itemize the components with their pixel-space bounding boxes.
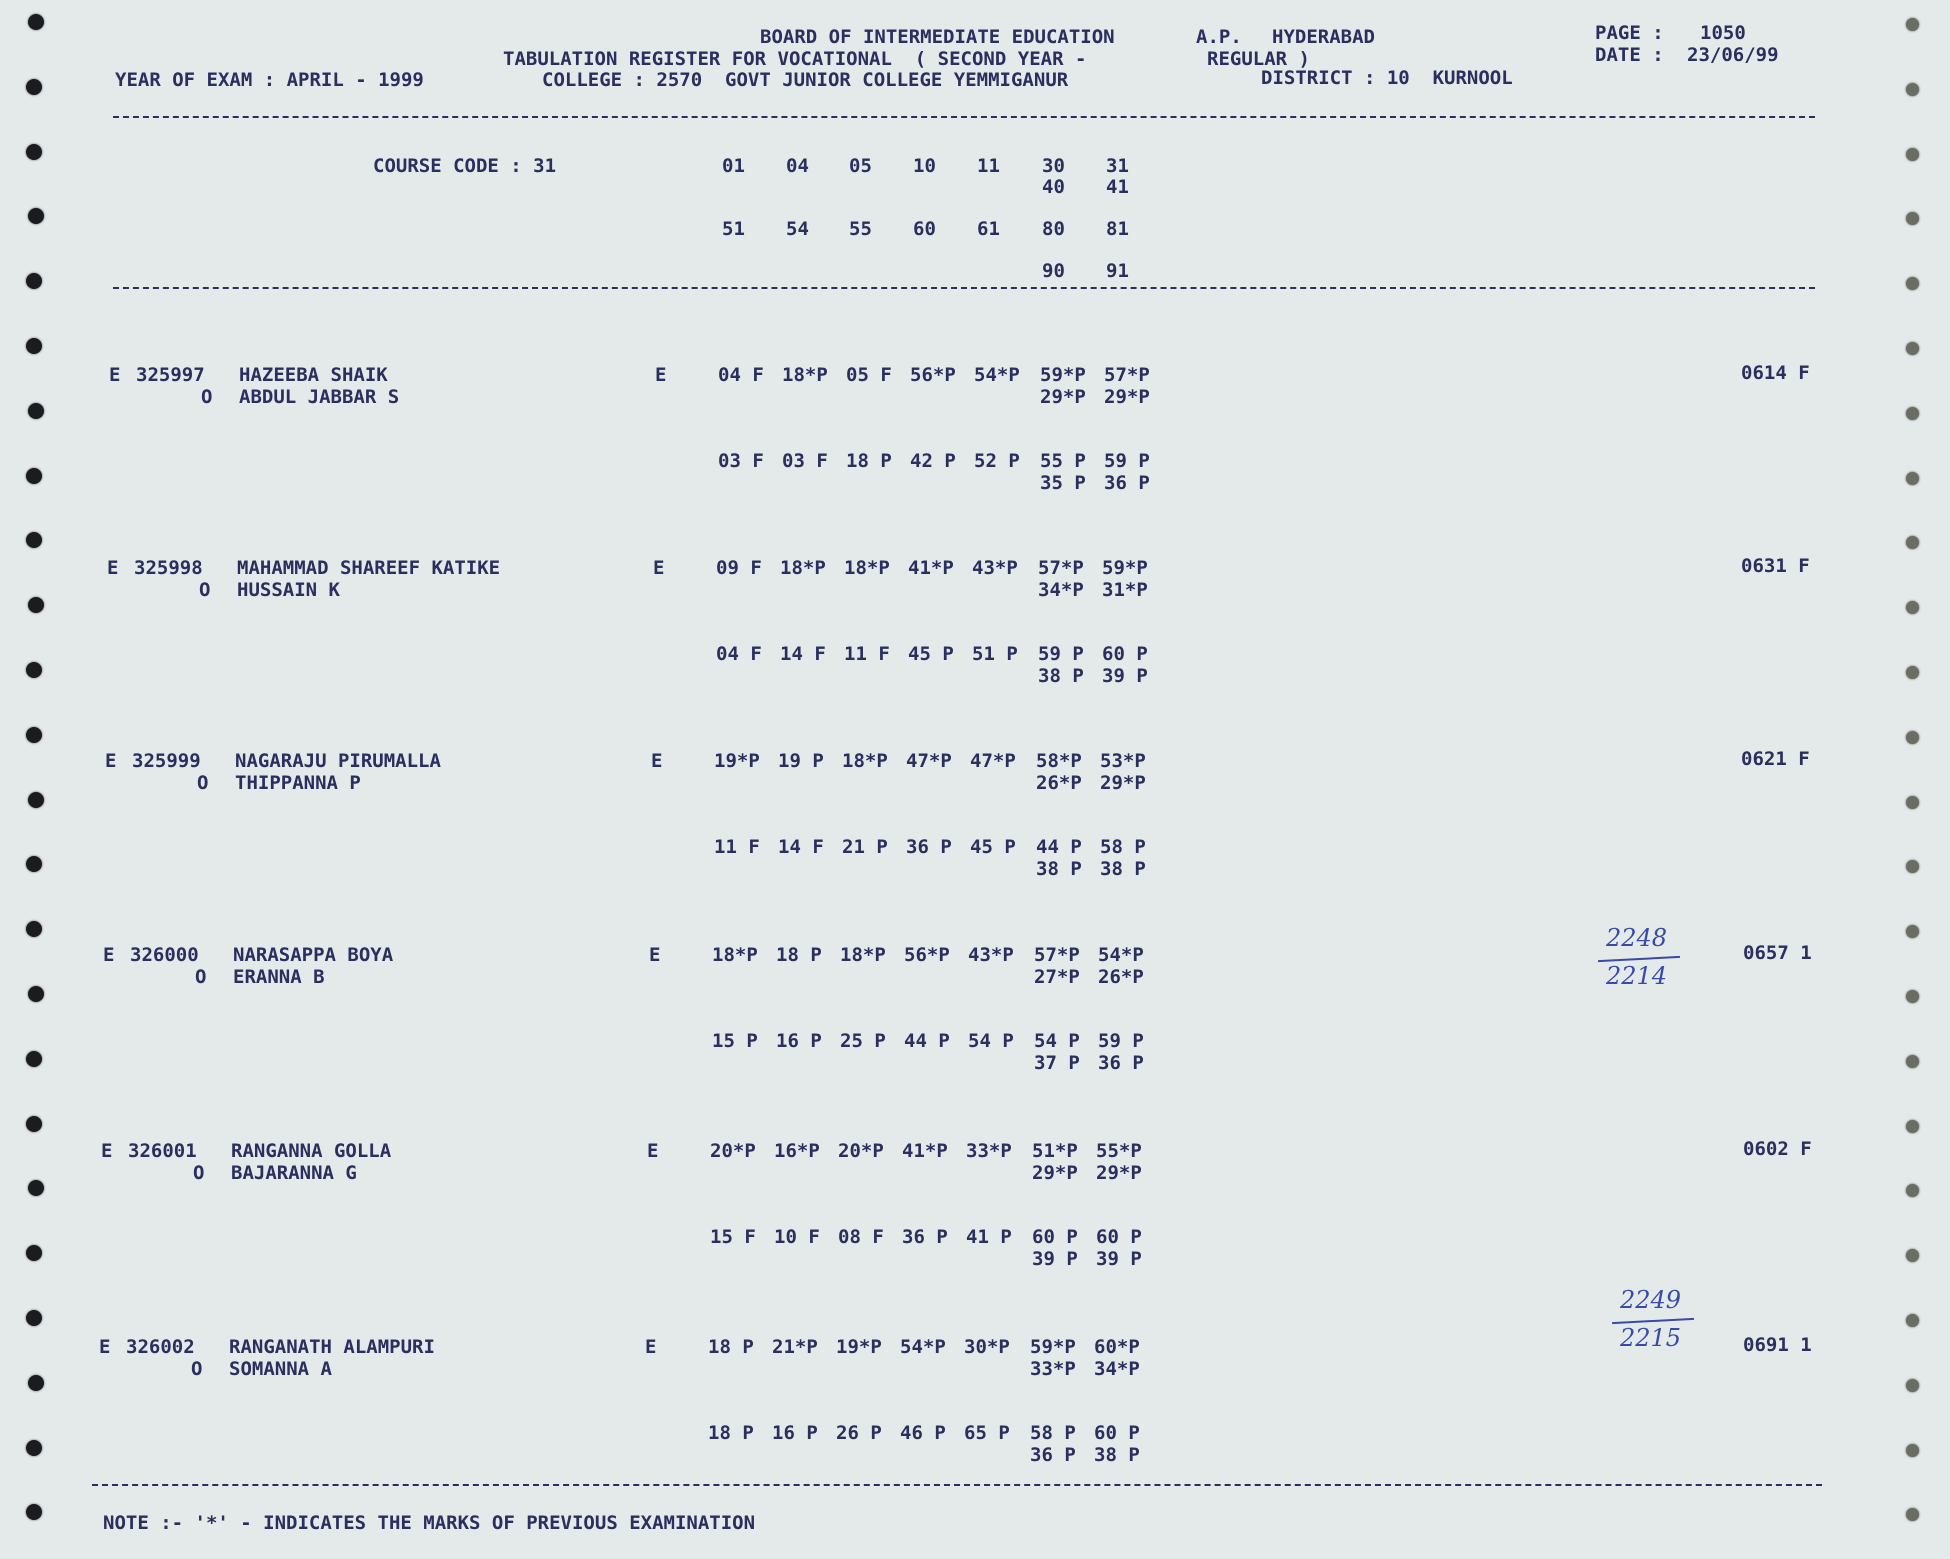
- feed-hole: [26, 1504, 42, 1520]
- mark-cell: 25 P: [840, 1030, 886, 1052]
- medium-code: E: [109, 364, 121, 386]
- course-code: 51: [722, 218, 745, 240]
- mark-cell: 36 P: [1030, 1444, 1076, 1466]
- mark-cell: 41*P: [908, 557, 954, 579]
- mark-cell: 57*P: [1038, 557, 1084, 579]
- mark-cell: 18 P: [708, 1336, 754, 1358]
- mark-cell: 58 P: [1030, 1422, 1076, 1444]
- mark-cell: 36 P: [1104, 472, 1150, 494]
- mark-cell: 54*P: [900, 1336, 946, 1358]
- total-marks-result: 0614 F: [1741, 362, 1810, 384]
- feed-hole: [26, 662, 42, 678]
- mark-cell: 41 P: [966, 1226, 1012, 1248]
- course-code: 61: [977, 218, 1000, 240]
- mark-cell: 18*P: [840, 944, 886, 966]
- mark-cell: 51*P: [1032, 1140, 1078, 1162]
- mark-cell: 54*P: [974, 364, 1020, 386]
- mark-cell: 55*P: [1096, 1140, 1142, 1162]
- feed-hole: [1906, 407, 1919, 420]
- feed-hole: [1906, 601, 1919, 614]
- parent-name: THIPPANNA P: [235, 772, 361, 794]
- mark-cell: 26*P: [1098, 966, 1144, 988]
- mark-cell: 45 P: [908, 643, 954, 665]
- feed-hole: [1906, 666, 1919, 679]
- mark-cell: 54 P: [1034, 1030, 1080, 1052]
- left-tractor-holes: [12, 0, 42, 1559]
- feed-hole: [1906, 925, 1919, 938]
- mark-cell: 08 F: [838, 1226, 884, 1248]
- board-title: BOARD OF INTERMEDIATE EDUCATION: [760, 26, 1115, 48]
- mark-cell: 37 P: [1034, 1052, 1080, 1074]
- mark-cell: 39 P: [1102, 665, 1148, 687]
- feed-hole: [26, 1116, 42, 1132]
- mark-cell: 18*P: [712, 944, 758, 966]
- mark-cell: 38 P: [1094, 1444, 1140, 1466]
- feed-hole: [26, 273, 42, 289]
- relation-code: O: [201, 386, 213, 408]
- mark-cell: 59 P: [1098, 1030, 1144, 1052]
- mark-cell: 44 P: [904, 1030, 950, 1052]
- feed-hole: [1906, 1379, 1919, 1392]
- course-code: 11: [977, 155, 1000, 177]
- total-marks-result: 0602 F: [1743, 1138, 1812, 1160]
- course-code: 41: [1106, 176, 1129, 198]
- mark-cell: 56*P: [910, 364, 956, 386]
- mark-cell: 33*P: [1030, 1358, 1076, 1380]
- medium-code: E: [107, 557, 119, 579]
- mark-cell: 59*P: [1040, 364, 1086, 386]
- course-code: 54: [786, 218, 809, 240]
- mark-cell: 18 P: [846, 450, 892, 472]
- feed-hole: [26, 1245, 42, 1261]
- mark-cell: 65 P: [964, 1422, 1010, 1444]
- medium-code: E: [103, 944, 115, 966]
- medium: E: [647, 1140, 659, 1162]
- mark-cell: 21 P: [842, 836, 888, 858]
- mark-cell: 21*P: [772, 1336, 818, 1358]
- mark-cell: 36 P: [1098, 1052, 1144, 1074]
- mark-cell: 47*P: [970, 750, 1016, 772]
- course-code: 30: [1042, 155, 1065, 177]
- mark-cell: 19*P: [836, 1336, 882, 1358]
- college-label: COLLEGE : 2570 GOVT JUNIOR COLLEGE YEMMIGANUR: [542, 69, 1069, 91]
- parent-name: BAJARANNA G: [231, 1162, 357, 1184]
- feed-hole: [26, 921, 42, 937]
- page-label: PAGE :: [1595, 22, 1664, 44]
- feed-hole: [28, 1375, 44, 1391]
- mark-cell: 39 P: [1096, 1248, 1142, 1270]
- feed-hole: [1906, 277, 1919, 290]
- mark-cell: 20*P: [838, 1140, 884, 1162]
- hall-ticket-number: 325998: [134, 557, 203, 579]
- header-divider: [113, 116, 1815, 118]
- mark-cell: 16 P: [776, 1030, 822, 1052]
- feed-hole: [26, 468, 42, 484]
- mark-cell: 60 P: [1094, 1422, 1140, 1444]
- medium: E: [645, 1336, 657, 1358]
- mark-cell: 36 P: [906, 836, 952, 858]
- course-code: 10: [913, 155, 936, 177]
- feed-hole: [26, 1310, 42, 1326]
- feed-hole: [1906, 860, 1919, 873]
- mark-cell: 18*P: [844, 557, 890, 579]
- mark-cell: 57*P: [1104, 364, 1150, 386]
- feed-hole: [26, 532, 42, 548]
- total-marks-result: 0631 F: [1741, 555, 1810, 577]
- feed-hole: [1906, 1249, 1919, 1262]
- feed-hole: [1906, 472, 1919, 485]
- hall-ticket-number: 325997: [136, 364, 205, 386]
- footer-divider: [92, 1484, 1822, 1486]
- course-code: 40: [1042, 176, 1065, 198]
- mark-cell: 05 F: [846, 364, 892, 386]
- handwritten-annotation-top: 2249: [1620, 1286, 1682, 1314]
- parent-name: ABDUL JABBAR S: [239, 386, 400, 408]
- handwritten-annotation-bottom: 2214: [1606, 962, 1668, 990]
- mark-cell: 26*P: [1036, 772, 1082, 794]
- parent-name: HUSSAIN K: [237, 579, 340, 601]
- feed-hole: [1906, 18, 1919, 31]
- mark-cell: 59 P: [1104, 450, 1150, 472]
- medium: E: [653, 557, 665, 579]
- feed-hole: [28, 1180, 44, 1196]
- footer-note: NOTE :- '*' - INDICATES THE MARKS OF PREVIOUS EXAMINATION: [103, 1512, 756, 1534]
- feed-hole: [1906, 1184, 1919, 1197]
- feed-hole: [26, 856, 42, 872]
- course-code: 60: [913, 218, 936, 240]
- mark-cell: 11 F: [844, 643, 890, 665]
- medium-code: E: [99, 1336, 111, 1358]
- feed-hole: [26, 1440, 42, 1456]
- mark-cell: 33*P: [966, 1140, 1012, 1162]
- feed-hole: [1906, 990, 1919, 1003]
- mark-cell: 04 F: [718, 364, 764, 386]
- course-code: 55: [849, 218, 872, 240]
- student-name: RANGANNA GOLLA: [231, 1140, 392, 1162]
- mark-cell: 57*P: [1034, 944, 1080, 966]
- feed-hole: [1906, 342, 1919, 355]
- mark-cell: 29*P: [1096, 1162, 1142, 1184]
- student-name: RANGANATH ALAMPURI: [229, 1336, 435, 1358]
- mark-cell: 16*P: [774, 1140, 820, 1162]
- feed-hole: [28, 986, 44, 1002]
- student-name: NARASAPPA BOYA: [233, 944, 394, 966]
- mark-cell: 10 F: [774, 1226, 820, 1248]
- mark-cell: 42 P: [910, 450, 956, 472]
- mark-cell: 60*P: [1094, 1336, 1140, 1358]
- course-code: 01: [722, 155, 745, 177]
- mark-cell: 47*P: [906, 750, 952, 772]
- course-code-label: COURSE CODE : 31: [373, 155, 557, 177]
- parent-name: ERANNA B: [233, 966, 325, 988]
- medium-code: E: [105, 750, 117, 772]
- mark-cell: 43*P: [968, 944, 1014, 966]
- feed-hole: [28, 208, 44, 224]
- mark-cell: 27*P: [1034, 966, 1080, 988]
- relation-code: O: [195, 966, 207, 988]
- mark-cell: 53*P: [1100, 750, 1146, 772]
- mark-cell: 14 F: [780, 643, 826, 665]
- hall-ticket-number: 326000: [130, 944, 199, 966]
- mark-cell: 60 P: [1102, 643, 1148, 665]
- feed-hole: [28, 792, 44, 808]
- course-code: 91: [1106, 260, 1129, 282]
- medium: E: [655, 364, 667, 386]
- feed-hole: [1906, 212, 1919, 225]
- mark-cell: 54*P: [1098, 944, 1144, 966]
- hall-ticket-number: 326001: [128, 1140, 197, 1162]
- total-marks-result: 0621 F: [1741, 748, 1810, 770]
- mark-cell: 18*P: [842, 750, 888, 772]
- right-tractor-holes: [1900, 0, 1930, 1559]
- page-number: 1050: [1700, 22, 1746, 44]
- mark-cell: 18*P: [782, 364, 828, 386]
- mark-cell: 19 P: [778, 750, 824, 772]
- relation-code: O: [191, 1358, 203, 1380]
- mark-cell: 29*P: [1040, 386, 1086, 408]
- mark-cell: 30*P: [964, 1336, 1010, 1358]
- mark-cell: 38 P: [1036, 858, 1082, 880]
- regular-label: REGULAR ): [1207, 48, 1310, 70]
- mark-cell: 09 F: [716, 557, 762, 579]
- feed-hole: [1906, 148, 1919, 161]
- mark-cell: 03 F: [782, 450, 828, 472]
- mark-cell: 38 P: [1100, 858, 1146, 880]
- mark-cell: 44 P: [1036, 836, 1082, 858]
- relation-code: O: [193, 1162, 205, 1184]
- feed-hole: [1906, 1120, 1919, 1133]
- mark-cell: 34*P: [1094, 1358, 1140, 1380]
- state-label: A.P.: [1196, 26, 1242, 48]
- relation-code: O: [199, 579, 211, 601]
- mark-cell: 54 P: [968, 1030, 1014, 1052]
- feed-hole: [1906, 1314, 1919, 1327]
- mark-cell: 41*P: [902, 1140, 948, 1162]
- mark-cell: 58*P: [1036, 750, 1082, 772]
- feed-hole: [28, 14, 44, 30]
- course-code: 04: [786, 155, 809, 177]
- parent-name: SOMANNA A: [229, 1358, 332, 1380]
- mark-cell: 26 P: [836, 1422, 882, 1444]
- mark-cell: 36 P: [902, 1226, 948, 1248]
- district-label: DISTRICT : 10 KURNOOL: [1261, 67, 1513, 89]
- mark-cell: 14 F: [778, 836, 824, 858]
- mark-cell: 59*P: [1102, 557, 1148, 579]
- feed-hole: [26, 79, 42, 95]
- medium-code: E: [101, 1140, 113, 1162]
- relation-code: O: [197, 772, 209, 794]
- feed-hole: [26, 1051, 42, 1067]
- mark-cell: 60 P: [1032, 1226, 1078, 1248]
- student-name: NAGARAJU PIRUMALLA: [235, 750, 441, 772]
- student-name: MAHAMMAD SHAREEF KATIKE: [237, 557, 501, 579]
- mark-cell: 55 P: [1040, 450, 1086, 472]
- handwritten-annotation-top: 2248: [1606, 924, 1668, 952]
- mark-cell: 59 P: [1038, 643, 1084, 665]
- feed-hole: [28, 597, 44, 613]
- feed-hole: [1906, 83, 1919, 96]
- mark-cell: 34*P: [1038, 579, 1084, 601]
- mark-cell: 51 P: [972, 643, 1018, 665]
- date-value: 23/06/99: [1687, 44, 1779, 66]
- total-marks-result: 0691 1: [1743, 1334, 1812, 1356]
- student-name: HAZEEBA SHAIK: [239, 364, 388, 386]
- mark-cell: 03 F: [718, 450, 764, 472]
- medium: E: [651, 750, 663, 772]
- mark-cell: 39 P: [1032, 1248, 1078, 1270]
- feed-hole: [1906, 1508, 1919, 1521]
- feed-hole: [1906, 796, 1919, 809]
- mark-cell: 04 F: [716, 643, 762, 665]
- mark-cell: 18 P: [776, 944, 822, 966]
- date-label: DATE :: [1595, 44, 1664, 66]
- feed-hole: [26, 338, 42, 354]
- city-label: HYDERABAD: [1272, 26, 1375, 48]
- course-divider: [113, 287, 1815, 289]
- mark-cell: 29*P: [1100, 772, 1146, 794]
- register-title: TABULATION REGISTER FOR VOCATIONAL ( SECOND YEAR -: [503, 48, 1087, 70]
- course-code: 05: [849, 155, 872, 177]
- course-code: 80: [1042, 218, 1065, 240]
- mark-cell: 58 P: [1100, 836, 1146, 858]
- mark-cell: 52 P: [974, 450, 1020, 472]
- course-code: 90: [1042, 260, 1065, 282]
- mark-cell: 59*P: [1030, 1336, 1076, 1358]
- mark-cell: 19*P: [714, 750, 760, 772]
- course-code: 81: [1106, 218, 1129, 240]
- feed-hole: [1906, 731, 1919, 744]
- mark-cell: 38 P: [1038, 665, 1084, 687]
- mark-cell: 15 F: [710, 1226, 756, 1248]
- medium: E: [649, 944, 661, 966]
- mark-cell: 11 F: [714, 836, 760, 858]
- mark-cell: 56*P: [904, 944, 950, 966]
- feed-hole: [1906, 1444, 1919, 1457]
- mark-cell: 29*P: [1032, 1162, 1078, 1184]
- mark-cell: 20*P: [710, 1140, 756, 1162]
- hall-ticket-number: 325999: [132, 750, 201, 772]
- mark-cell: 29*P: [1104, 386, 1150, 408]
- handwritten-annotation-bottom: 2215: [1620, 1324, 1682, 1352]
- feed-hole: [28, 403, 44, 419]
- mark-cell: 31*P: [1102, 579, 1148, 601]
- feed-hole: [1906, 536, 1919, 549]
- mark-cell: 43*P: [972, 557, 1018, 579]
- feed-hole: [26, 727, 42, 743]
- mark-cell: 46 P: [900, 1422, 946, 1444]
- mark-cell: 18*P: [780, 557, 826, 579]
- feed-hole: [1906, 1055, 1919, 1068]
- mark-cell: 45 P: [970, 836, 1016, 858]
- mark-cell: 18 P: [708, 1422, 754, 1444]
- mark-cell: 35 P: [1040, 472, 1086, 494]
- hall-ticket-number: 326002: [126, 1336, 195, 1358]
- course-code: 31: [1106, 155, 1129, 177]
- mark-cell: 60 P: [1096, 1226, 1142, 1248]
- mark-cell: 16 P: [772, 1422, 818, 1444]
- total-marks-result: 0657 1: [1743, 942, 1812, 964]
- year-of-exam: YEAR OF EXAM : APRIL - 1999: [115, 69, 424, 91]
- mark-cell: 15 P: [712, 1030, 758, 1052]
- feed-hole: [26, 144, 42, 160]
